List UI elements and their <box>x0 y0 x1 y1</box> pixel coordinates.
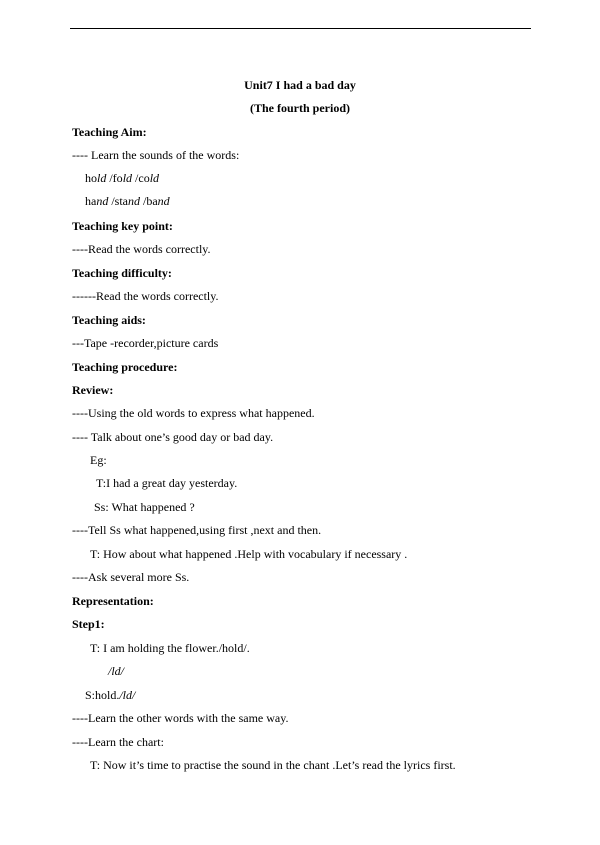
review-heading: Review: <box>72 383 114 397</box>
sound-part: ld <box>97 171 107 185</box>
sound-part: nd <box>128 194 140 208</box>
sound-words-row-1 <box>85 171 159 185</box>
review-line-8: ----Ask several more Ss. <box>72 570 190 584</box>
review-line-2: ---- Talk about one’s good day or bad day. <box>72 430 274 444</box>
step1-line-3-text: S:hold. <box>85 688 120 702</box>
step1-heading: Step1: <box>72 617 105 631</box>
aids-text: ---Tape -recorder,picture cards <box>72 336 219 350</box>
step1-line-2: /ld/ <box>108 664 125 678</box>
header-rule <box>70 28 531 29</box>
review-line-1: ----Using the old words to express what happened. <box>72 406 315 420</box>
review-line-6: ----Tell Ss what happened,using first ,next and then. <box>72 523 322 537</box>
step1-line-4: ----Learn the other words with the same way. <box>72 711 289 725</box>
document-title: Unit7 I had a bad day <box>244 78 356 92</box>
sound-part: nd <box>96 194 109 208</box>
teaching-aim-heading: Teaching Aim: <box>72 125 147 139</box>
sound-part: ld <box>122 171 133 185</box>
word-part: /fo <box>106 171 123 185</box>
sound-part: nd <box>157 194 170 208</box>
review-line-7: T: How about what happened .Help with vocabulary if necessary . <box>90 547 408 561</box>
difficulty-text: ------Read the words correctly. <box>72 289 219 303</box>
step1-line-3 <box>85 688 135 702</box>
teaching-aim-intro: ---- Learn the sounds of the words: <box>72 148 240 162</box>
word-part: /co <box>132 171 150 185</box>
key-point-text: ----Read the words correctly. <box>72 242 211 256</box>
step1-line-1: T: I am holding the flower./hold/. <box>90 641 250 655</box>
word-part: ho <box>85 171 97 185</box>
step1-line-5: ----Learn the chart: <box>72 735 164 749</box>
step1-line-3-sound: /ld/ <box>119 688 136 702</box>
procedure-heading: Teaching procedure: <box>72 360 178 374</box>
word-part: ha <box>85 194 97 208</box>
aids-heading: Teaching aids: <box>72 313 146 327</box>
sound-part: ld <box>149 171 160 185</box>
representation-heading: Representation: <box>72 594 154 608</box>
review-line-3: Eg: <box>90 453 107 467</box>
sound-words-row-2 <box>85 194 170 208</box>
word-part: /sta <box>108 194 128 208</box>
document-subtitle: (The fourth period) <box>250 101 350 115</box>
word-part: /ba <box>140 194 158 208</box>
review-line-4: T:I had a great day yesterday. <box>96 476 238 490</box>
difficulty-heading: Teaching difficulty: <box>72 266 172 280</box>
review-line-5: Ss: What happened ? <box>94 500 195 514</box>
key-point-heading: Teaching key point: <box>72 219 173 233</box>
step1-line-6: T: Now it’s time to practise the sound in the chant .Let’s read the lyrics first. <box>90 758 456 772</box>
